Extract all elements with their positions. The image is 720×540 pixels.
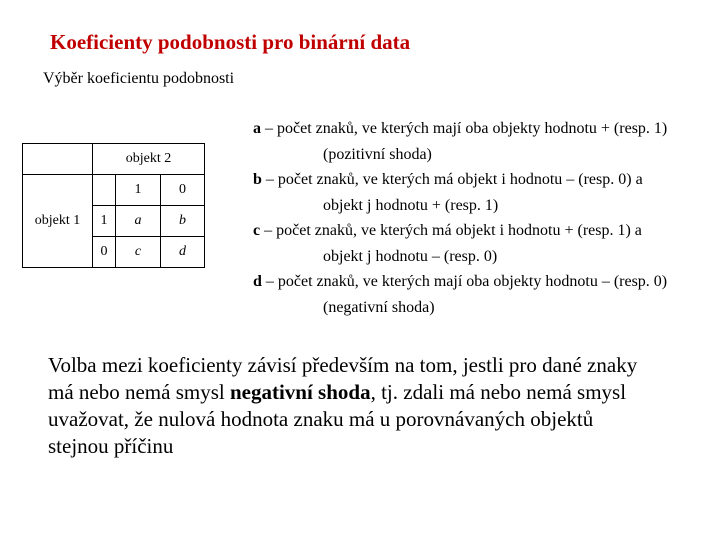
- col-header: objekt 2: [93, 144, 205, 175]
- definition-text: – počet znaků, ve kterých mají oba objekty hodnotu + (resp. 1) (pozitivní shoda): [265, 120, 668, 163]
- definition-item: [253, 218, 683, 269]
- definition-item: [253, 269, 683, 320]
- table-cell: a: [116, 206, 161, 237]
- col-value: 1: [116, 175, 161, 206]
- table-row: [23, 175, 205, 206]
- paragraph-text: , tj. zdali má nebo nemá smysl uvažovat, že nulová hodnota znaku má u porovnávaných objektů stejnou příčinu: [48, 380, 627, 458]
- row-value: 1: [93, 206, 116, 237]
- table-cell: c: [116, 237, 161, 268]
- definition-letter: d: [253, 273, 262, 290]
- definition-item: [253, 116, 683, 167]
- table-corner-cell: [23, 144, 93, 175]
- contingency-table: [22, 143, 205, 268]
- paragraph-text: Volba mezi koeficienty závisí především na tom, jestli pro dané znaky má nebo nemá smysl: [48, 353, 638, 404]
- table-row: [23, 144, 205, 175]
- table-empty-cell: [93, 175, 116, 206]
- definition-item: [253, 167, 683, 218]
- subtitle: Výběr koeficientu podobnosti: [43, 70, 235, 87]
- row-value: 0: [93, 237, 116, 268]
- definitions-list: [253, 116, 683, 320]
- page-title: Koeficienty podobnosti pro binární data: [50, 30, 411, 54]
- explanation-paragraph: [48, 352, 648, 460]
- table-cell: d: [161, 237, 205, 268]
- definition-text: – počet znaků, ve kterých má objekt i hodnotu – (resp. 0) a objekt j hodnotu + (resp. 1): [265, 171, 643, 214]
- table-cell: b: [161, 206, 205, 237]
- definition-letter: a: [253, 120, 261, 137]
- definition-text: – počet znaků, ve kterých mají oba objekty hodnotu – (resp. 0) (negativní shoda): [265, 273, 668, 316]
- definition-letter: c: [253, 222, 261, 239]
- row-header: objekt 1: [23, 175, 93, 268]
- definition-text: – počet znaků, ve kterých má objekt i hodnotu + (resp. 1) a objekt j hodnotu – (resp. 0): [264, 222, 642, 265]
- paragraph-emphasis: negativní shoda: [229, 380, 371, 404]
- col-value: 0: [161, 175, 205, 206]
- definition-letter: b: [253, 171, 262, 188]
